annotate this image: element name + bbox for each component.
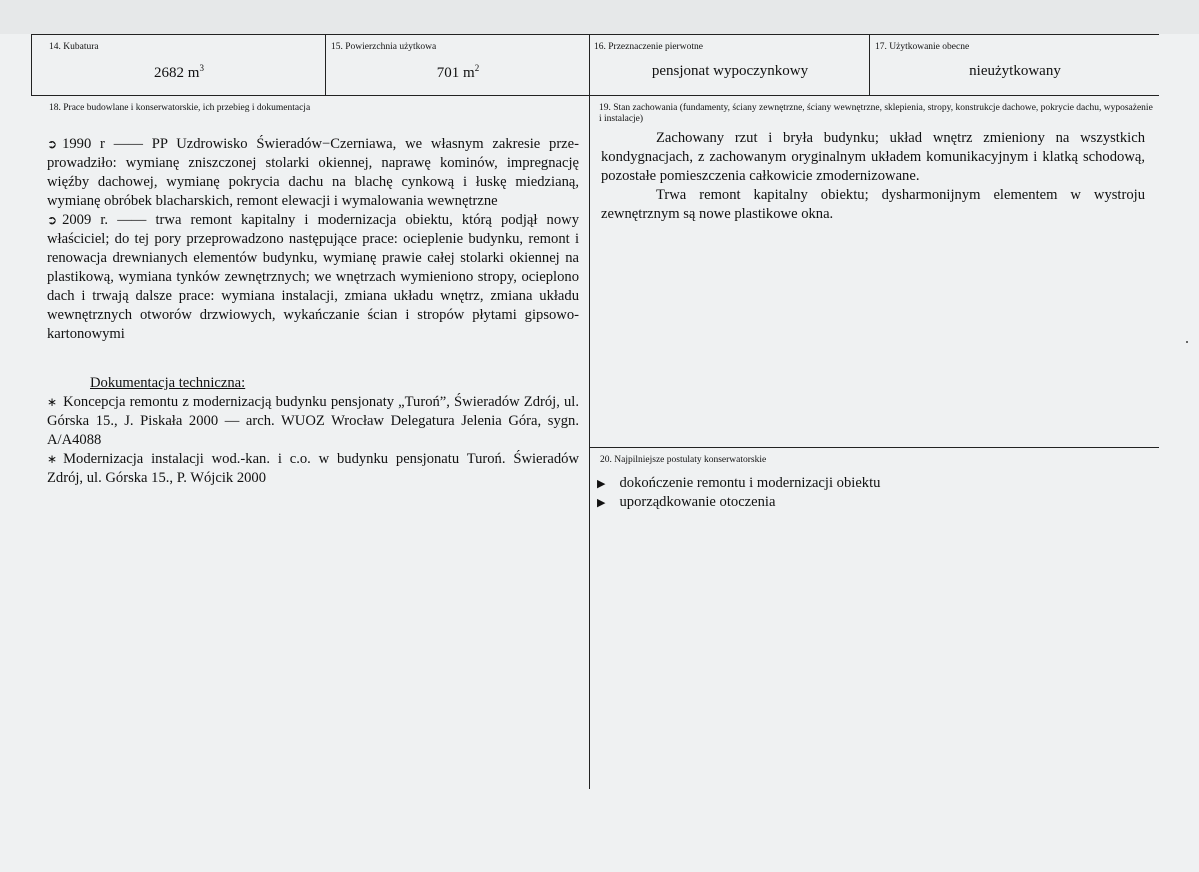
postulate-item — [597, 474, 1137, 493]
section-18-label: 18. Prace budowlane i konserwatorskie, ich przebieg i dokumentacja — [49, 103, 311, 113]
field-16-value: pensjonat wypoczynkowy — [651, 63, 809, 79]
entry-1990 — [47, 135, 579, 154]
field-17-label: 17. Użytkowanie obecne — [875, 42, 970, 52]
col-divider-3 — [869, 34, 870, 96]
field-15-label: 15. Powierzchnia użytkowa — [331, 42, 437, 52]
field-16-label: 16. Przeznaczenie pierwotne — [594, 42, 703, 52]
entry-1990-first-line: —— PP Uzdrowisko Świeradów−Czerniawa, we własnym zakresie prze- — [113, 136, 579, 152]
section-20-list — [597, 474, 1137, 512]
section-19-paragraph: Trwa remont kapitalny obiektu; dysharmonijnym elementem w wystroju zewnętrznym są nowe plastikowe okna. — [601, 187, 1145, 222]
triangle-bullet-icon: ▶ — [597, 496, 606, 509]
section-18-body — [47, 135, 579, 344]
left-rule — [31, 34, 32, 96]
arrow-right-icon: ➲ — [47, 137, 58, 151]
documentation-item — [47, 450, 579, 488]
section-19-paragraph: Zachowany rzut i bryła budynku; układ wnętrz zmieniony na wszystkich kondygnacjach, z zachowanym oryginalnym układem komunikacyjnym i klatką schodową, pozostałe pomieszczenia całkowicie zmodernizowane. — [601, 130, 1145, 184]
row1-bottom-rule — [31, 95, 1159, 96]
asterisk-bullet-icon: ∗ — [47, 395, 58, 409]
documentation-block — [47, 374, 579, 488]
documentation-item-text: Koncepcja remontu z modernizacją budynku pensjonaty „Turoń”, Świeradów Zdrój, ul. Górska 15., J. Piskała 2000 — arch. WUOZ Wrocław Delegatura Jelenia Góra, sygn. A/A4088 — [47, 394, 579, 448]
documentation-heading-text: Dokumentacja techniczna: — [90, 375, 246, 391]
scan-speck — [1186, 341, 1188, 343]
field-15-unit-exponent: 2 — [474, 63, 480, 73]
field-14-label: 14. Kubatura — [49, 42, 99, 52]
documentation-item — [47, 393, 579, 450]
postulate-item-text: uporządkowanie otoczenia — [619, 494, 776, 510]
documentation-heading — [47, 374, 579, 393]
field-14-value — [33, 63, 325, 82]
postulate-item — [597, 493, 1137, 512]
col-divider-1 — [325, 34, 326, 96]
section-19-label: 19. Stan zachowania (fundamenty, ściany zewnętrzne, ściany wewnętrzne, sklepienia, stropy, konstrukcje dachowe, pokrycie dachu, wyposażenie i instalacje) — [599, 103, 1153, 124]
field-14-unit-exponent: 3 — [199, 63, 204, 73]
documentation-item-text: Modernizacja instalacji wod.-kan. i c.o. w budynku pensjonatu Turoń. Świeradów Zdrój, ul. Górska 15., P. Wójcik 2000 — [47, 451, 579, 486]
entry-1990-text: prowadziło: wymianę zniszczonej stolarki okiennej, naprawę kominów, impregnację więźby dachowej, wymianę pokrycia dachu na blachę cynkową i łuskę miedzianą, wymianę obróbek blacharskich, remont elewacji i wymalowania wewnętrzne — [47, 155, 579, 209]
entry-2009-year: 2009 r. — [62, 212, 109, 228]
entry-2009-first-line: —— trwa remont kapitalny i modernizacja obiektu, którą podjął nowy — [117, 212, 579, 228]
col-divider-2 — [589, 34, 590, 789]
entry-1990-year: 1990 r — [62, 136, 105, 152]
section20-top-rule — [589, 447, 1159, 448]
arrow-right-icon: ➲ — [47, 213, 58, 227]
triangle-bullet-icon: ▶ — [597, 477, 606, 490]
entry-2009-text: właściciel; do tej pory przeprowadzono następujące prace: ocieplenie budynku, remont i renowacja drewnianych elementów budynku, wymianę prawie całej stolarki okiennej na plastikową, wymiana tynków zewnętrznych; we wnętrzach wymieniono stropy, ocieplono dach i trwają dalsze prace: wymiana instalacji, zmiana układu wnętrz, zmiana układu wewnętrznych otworów drzwiowych, wykańczanie ścian i stropów płytami gipsowo-kartonowymi — [47, 231, 579, 342]
section-19-body — [601, 129, 1145, 224]
top-rule — [31, 34, 1159, 35]
field-15-number: 701 m — [436, 65, 475, 81]
asterisk-bullet-icon: ∗ — [47, 452, 58, 466]
top-margin — [0, 0, 1199, 34]
field-14-number: 2682 m — [154, 65, 200, 81]
postulate-item-text: dokończenie remontu i modernizacji obiektu — [619, 475, 881, 491]
entry-2009 — [47, 211, 579, 230]
field-15-value — [327, 63, 589, 82]
field-17-value: nieużytkowany — [969, 63, 1061, 79]
section-20-label: 20. Najpilniejsze postulaty konserwatorskie — [600, 455, 767, 465]
